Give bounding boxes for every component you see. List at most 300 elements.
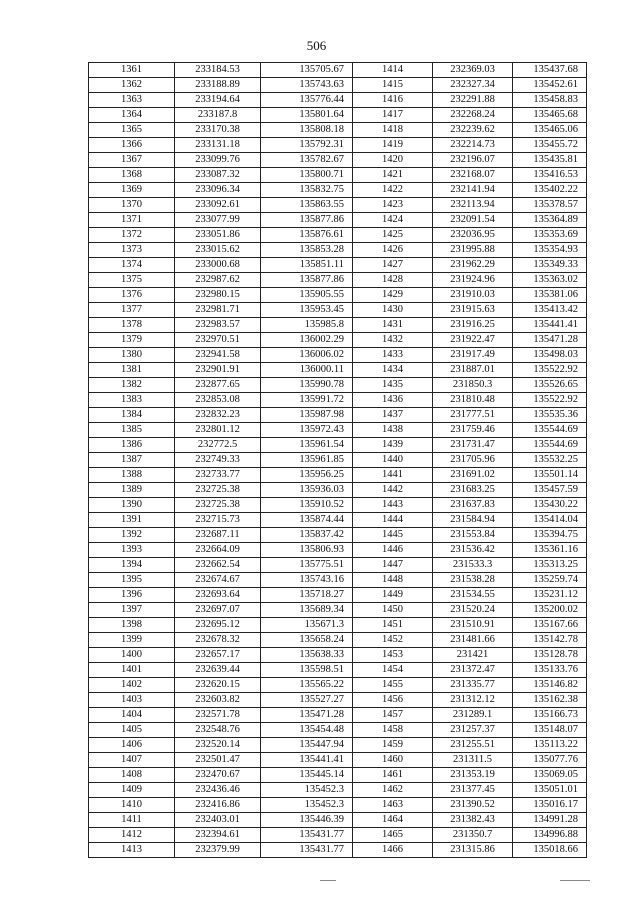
x-coordinate-cell: 232832.23: [175, 408, 261, 423]
point-number-cell: 1381: [89, 363, 175, 378]
table-row: [89, 108, 587, 123]
table-row: [89, 618, 587, 633]
x-coordinate-cell: 232877.65: [175, 378, 261, 393]
table-row: [89, 123, 587, 138]
x-coordinate-cell: 232168.07: [433, 168, 513, 183]
x-coordinate-cell: 231421: [433, 648, 513, 663]
point-number-cell: 1440: [353, 453, 433, 468]
point-number-cell: 1411: [89, 813, 175, 828]
point-number-cell: 1398: [89, 618, 175, 633]
y-coordinate-cell: 135069.05: [513, 768, 587, 783]
x-coordinate-cell: 231510.91: [433, 618, 513, 633]
x-coordinate-cell: 232113.94: [433, 198, 513, 213]
x-coordinate-cell: 231257.37: [433, 723, 513, 738]
point-number-cell: 1388: [89, 468, 175, 483]
point-number-cell: 1379: [89, 333, 175, 348]
y-coordinate-cell: 136000.11: [261, 363, 353, 378]
y-coordinate-cell: 135051.01: [513, 783, 587, 798]
x-coordinate-cell: 232981.71: [175, 303, 261, 318]
x-coordinate-cell: 232603.82: [175, 693, 261, 708]
x-coordinate-cell: 232801.12: [175, 423, 261, 438]
point-number-cell: 1445: [353, 528, 433, 543]
x-coordinate-cell: 231995.88: [433, 243, 513, 258]
y-coordinate-cell: 135441.41: [513, 318, 587, 333]
y-coordinate-cell: 135990.78: [261, 378, 353, 393]
table-row: [89, 723, 587, 738]
table-row: [89, 168, 587, 183]
y-coordinate-cell: 135705.67: [261, 63, 353, 78]
point-number-cell: 1372: [89, 228, 175, 243]
y-coordinate-cell: 135743.63: [261, 78, 353, 93]
point-number-cell: 1453: [353, 648, 433, 663]
table-row: [89, 648, 587, 663]
y-coordinate-cell: 135146.82: [513, 678, 587, 693]
x-coordinate-cell: 232501.47: [175, 753, 261, 768]
y-coordinate-cell: 135808.18: [261, 123, 353, 138]
y-coordinate-cell: 135961.85: [261, 453, 353, 468]
x-coordinate-cell: 232369.03: [433, 63, 513, 78]
point-number-cell: 1399: [89, 633, 175, 648]
point-number-cell: 1386: [89, 438, 175, 453]
y-coordinate-cell: 135527.27: [261, 693, 353, 708]
table-row: [89, 588, 587, 603]
point-number-cell: 1383: [89, 393, 175, 408]
y-coordinate-cell: 135877.86: [261, 213, 353, 228]
point-number-cell: 1402: [89, 678, 175, 693]
x-coordinate-cell: 232214.73: [433, 138, 513, 153]
point-number-cell: 1413: [89, 843, 175, 858]
point-number-cell: 1363: [89, 93, 175, 108]
y-coordinate-cell: 135775.51: [261, 558, 353, 573]
y-coordinate-cell: 135349.33: [513, 258, 587, 273]
x-coordinate-cell: 231777.51: [433, 408, 513, 423]
y-coordinate-cell: 135435.81: [513, 153, 587, 168]
x-coordinate-cell: 233092.61: [175, 198, 261, 213]
x-coordinate-cell: 232470.67: [175, 768, 261, 783]
point-number-cell: 1465: [353, 828, 433, 843]
y-coordinate-cell: 135128.78: [513, 648, 587, 663]
point-number-cell: 1368: [89, 168, 175, 183]
point-number-cell: 1428: [353, 273, 433, 288]
point-number-cell: 1463: [353, 798, 433, 813]
x-coordinate-cell: 232662.54: [175, 558, 261, 573]
x-coordinate-cell: 231731.47: [433, 438, 513, 453]
point-number-cell: 1405: [89, 723, 175, 738]
point-number-cell: 1361: [89, 63, 175, 78]
point-number-cell: 1427: [353, 258, 433, 273]
point-number-cell: 1380: [89, 348, 175, 363]
y-coordinate-cell: 135658.24: [261, 633, 353, 648]
x-coordinate-cell: 232239.62: [433, 123, 513, 138]
x-coordinate-cell: 232141.94: [433, 183, 513, 198]
y-coordinate-cell: 135259.74: [513, 573, 587, 588]
y-coordinate-cell: 135313.25: [513, 558, 587, 573]
x-coordinate-cell: 231887.01: [433, 363, 513, 378]
point-number-cell: 1382: [89, 378, 175, 393]
x-coordinate-cell: 231917.49: [433, 348, 513, 363]
x-coordinate-cell: 232436.46: [175, 783, 261, 798]
point-number-cell: 1370: [89, 198, 175, 213]
x-coordinate-cell: 233131.18: [175, 138, 261, 153]
x-coordinate-cell: 231520.24: [433, 603, 513, 618]
coordinate-table-body: [89, 63, 587, 858]
table-row: [89, 363, 587, 378]
x-coordinate-cell: 232725.38: [175, 498, 261, 513]
x-coordinate-cell: 232733.77: [175, 468, 261, 483]
y-coordinate-cell: 135447.94: [261, 738, 353, 753]
y-coordinate-cell: 135863.55: [261, 198, 353, 213]
y-coordinate-cell: 136002.29: [261, 333, 353, 348]
point-number-cell: 1464: [353, 813, 433, 828]
x-coordinate-cell: 231255.51: [433, 738, 513, 753]
y-coordinate-cell: 135148.07: [513, 723, 587, 738]
y-coordinate-cell: 135458.83: [513, 93, 587, 108]
table-row: [89, 138, 587, 153]
point-number-cell: 1436: [353, 393, 433, 408]
y-coordinate-cell: 135910.52: [261, 498, 353, 513]
point-number-cell: 1373: [89, 243, 175, 258]
y-coordinate-cell: 135452.61: [513, 78, 587, 93]
x-coordinate-cell: 233087.32: [175, 168, 261, 183]
point-number-cell: 1418: [353, 123, 433, 138]
x-coordinate-cell: 233099.76: [175, 153, 261, 168]
x-coordinate-cell: 232853.08: [175, 393, 261, 408]
point-number-cell: 1454: [353, 663, 433, 678]
x-coordinate-cell: 231335.77: [433, 678, 513, 693]
x-coordinate-cell: 231377.45: [433, 783, 513, 798]
x-coordinate-cell: 231353.19: [433, 768, 513, 783]
y-coordinate-cell: 135471.28: [513, 333, 587, 348]
table-row: [89, 258, 587, 273]
point-number-cell: 1419: [353, 138, 433, 153]
table-row: [89, 63, 587, 78]
table-row: [89, 753, 587, 768]
y-coordinate-cell: 135832.75: [261, 183, 353, 198]
point-number-cell: 1421: [353, 168, 433, 183]
table-row: [89, 573, 587, 588]
point-number-cell: 1404: [89, 708, 175, 723]
y-coordinate-cell: 135782.67: [261, 153, 353, 168]
y-coordinate-cell: 135471.28: [261, 708, 353, 723]
y-coordinate-cell: 135363.02: [513, 273, 587, 288]
x-coordinate-cell: 233096.34: [175, 183, 261, 198]
point-number-cell: 1441: [353, 468, 433, 483]
x-coordinate-cell: 233184.53: [175, 63, 261, 78]
table-row: [89, 153, 587, 168]
table-row: [89, 378, 587, 393]
x-coordinate-cell: 232620.15: [175, 678, 261, 693]
point-number-cell: 1390: [89, 498, 175, 513]
x-coordinate-cell: 232657.17: [175, 648, 261, 663]
y-coordinate-cell: 135961.54: [261, 438, 353, 453]
table-row: [89, 483, 587, 498]
point-number-cell: 1444: [353, 513, 433, 528]
x-coordinate-cell: 232678.32: [175, 633, 261, 648]
table-row: [89, 843, 587, 858]
x-coordinate-cell: 232664.09: [175, 543, 261, 558]
x-coordinate-cell: 232196.07: [433, 153, 513, 168]
x-coordinate-cell: 231311.5: [433, 753, 513, 768]
y-coordinate-cell: 135437.68: [513, 63, 587, 78]
y-coordinate-cell: 135565.22: [261, 678, 353, 693]
y-coordinate-cell: 135806.93: [261, 543, 353, 558]
x-coordinate-cell: 231910.03: [433, 288, 513, 303]
x-coordinate-cell: 231533.3: [433, 558, 513, 573]
x-coordinate-cell: 231382.43: [433, 813, 513, 828]
table-row: [89, 453, 587, 468]
x-coordinate-cell: 232379.99: [175, 843, 261, 858]
point-number-cell: 1406: [89, 738, 175, 753]
x-coordinate-cell: 232674.67: [175, 573, 261, 588]
point-number-cell: 1365: [89, 123, 175, 138]
point-number-cell: 1387: [89, 453, 175, 468]
y-coordinate-cell: 135381.06: [513, 288, 587, 303]
y-coordinate-cell: 135544.69: [513, 438, 587, 453]
y-coordinate-cell: 135985.8: [261, 318, 353, 333]
point-number-cell: 1447: [353, 558, 433, 573]
y-coordinate-cell: 135454.48: [261, 723, 353, 738]
x-coordinate-cell: 231536.42: [433, 543, 513, 558]
point-number-cell: 1385: [89, 423, 175, 438]
y-coordinate-cell: 135638.33: [261, 648, 353, 663]
x-coordinate-cell: 231691.02: [433, 468, 513, 483]
point-number-cell: 1448: [353, 573, 433, 588]
x-coordinate-cell: 233051.86: [175, 228, 261, 243]
point-number-cell: 1384: [89, 408, 175, 423]
y-coordinate-cell: 135987.98: [261, 408, 353, 423]
x-coordinate-cell: 231538.28: [433, 573, 513, 588]
x-coordinate-cell: 232394.61: [175, 828, 261, 843]
point-number-cell: 1403: [89, 693, 175, 708]
y-coordinate-cell: 134991.28: [513, 813, 587, 828]
point-number-cell: 1462: [353, 783, 433, 798]
y-coordinate-cell: 135876.61: [261, 228, 353, 243]
point-number-cell: 1446: [353, 543, 433, 558]
y-coordinate-cell: 135544.69: [513, 423, 587, 438]
point-number-cell: 1457: [353, 708, 433, 723]
x-coordinate-cell: 232268.24: [433, 108, 513, 123]
x-coordinate-cell: 231315.86: [433, 843, 513, 858]
x-coordinate-cell: 233170.38: [175, 123, 261, 138]
point-number-cell: 1422: [353, 183, 433, 198]
x-coordinate-cell: 233194.64: [175, 93, 261, 108]
table-row: [89, 228, 587, 243]
x-coordinate-cell: 231637.83: [433, 498, 513, 513]
x-coordinate-cell: 232970.51: [175, 333, 261, 348]
y-coordinate-cell: 135532.25: [513, 453, 587, 468]
point-number-cell: 1450: [353, 603, 433, 618]
point-number-cell: 1415: [353, 78, 433, 93]
x-coordinate-cell: 232980.15: [175, 288, 261, 303]
point-number-cell: 1414: [353, 63, 433, 78]
y-coordinate-cell: 135445.14: [261, 768, 353, 783]
y-coordinate-cell: 135526.65: [513, 378, 587, 393]
y-coordinate-cell: 135354.93: [513, 243, 587, 258]
point-number-cell: 1397: [89, 603, 175, 618]
y-coordinate-cell: 135953.45: [261, 303, 353, 318]
point-number-cell: 1392: [89, 528, 175, 543]
y-coordinate-cell: 135431.77: [261, 843, 353, 858]
y-coordinate-cell: 135142.78: [513, 633, 587, 648]
table-row: [89, 78, 587, 93]
point-number-cell: 1435: [353, 378, 433, 393]
table-row: [89, 408, 587, 423]
y-coordinate-cell: 135936.03: [261, 483, 353, 498]
point-number-cell: 1374: [89, 258, 175, 273]
point-number-cell: 1362: [89, 78, 175, 93]
x-coordinate-cell: 231350.7: [433, 828, 513, 843]
point-number-cell: 1377: [89, 303, 175, 318]
point-number-cell: 1433: [353, 348, 433, 363]
point-number-cell: 1429: [353, 288, 433, 303]
table-row: [89, 693, 587, 708]
point-number-cell: 1416: [353, 93, 433, 108]
point-number-cell: 1376: [89, 288, 175, 303]
y-coordinate-cell: 135430.22: [513, 498, 587, 513]
point-number-cell: 1438: [353, 423, 433, 438]
y-coordinate-cell: 135431.77: [261, 828, 353, 843]
point-number-cell: 1431: [353, 318, 433, 333]
point-number-cell: 1460: [353, 753, 433, 768]
table-row: [89, 768, 587, 783]
table-row: [89, 183, 587, 198]
point-number-cell: 1409: [89, 783, 175, 798]
x-coordinate-cell: 232571.78: [175, 708, 261, 723]
table-row: [89, 468, 587, 483]
y-coordinate-cell: 135792.31: [261, 138, 353, 153]
x-coordinate-cell: 232941.58: [175, 348, 261, 363]
y-coordinate-cell: 135016.17: [513, 798, 587, 813]
point-number-cell: 1455: [353, 678, 433, 693]
x-coordinate-cell: 232987.62: [175, 273, 261, 288]
table-row: [89, 438, 587, 453]
table-row: [89, 663, 587, 678]
point-number-cell: 1461: [353, 768, 433, 783]
x-coordinate-cell: 232687.11: [175, 528, 261, 543]
table-row: [89, 348, 587, 363]
coordinate-table: [88, 62, 587, 858]
point-number-cell: 1410: [89, 798, 175, 813]
table-row: [89, 318, 587, 333]
point-number-cell: 1424: [353, 213, 433, 228]
x-coordinate-cell: 232548.76: [175, 723, 261, 738]
point-number-cell: 1466: [353, 843, 433, 858]
y-coordinate-cell: 135446.39: [261, 813, 353, 828]
y-coordinate-cell: 135905.55: [261, 288, 353, 303]
y-coordinate-cell: 135522.92: [513, 363, 587, 378]
x-coordinate-cell: 233000.68: [175, 258, 261, 273]
y-coordinate-cell: 135402.22: [513, 183, 587, 198]
point-number-cell: 1430: [353, 303, 433, 318]
x-coordinate-cell: 231289.1: [433, 708, 513, 723]
y-coordinate-cell: 135972.43: [261, 423, 353, 438]
x-coordinate-cell: 233015.62: [175, 243, 261, 258]
y-coordinate-cell: 135535.36: [513, 408, 587, 423]
x-coordinate-cell: 231924.96: [433, 273, 513, 288]
point-number-cell: 1394: [89, 558, 175, 573]
table-row: [89, 333, 587, 348]
y-coordinate-cell: 135801.64: [261, 108, 353, 123]
point-number-cell: 1412: [89, 828, 175, 843]
point-number-cell: 1420: [353, 153, 433, 168]
point-number-cell: 1451: [353, 618, 433, 633]
x-coordinate-cell: 232520.14: [175, 738, 261, 753]
point-number-cell: 1458: [353, 723, 433, 738]
point-number-cell: 1378: [89, 318, 175, 333]
y-coordinate-cell: 135077.76: [513, 753, 587, 768]
point-number-cell: 1456: [353, 693, 433, 708]
x-coordinate-cell: 232772.5: [175, 438, 261, 453]
x-coordinate-cell: 231534.55: [433, 588, 513, 603]
x-coordinate-cell: 232695.12: [175, 618, 261, 633]
table-row: [89, 558, 587, 573]
table-row: [89, 393, 587, 408]
point-number-cell: 1364: [89, 108, 175, 123]
point-number-cell: 1366: [89, 138, 175, 153]
x-coordinate-cell: 232291.88: [433, 93, 513, 108]
y-coordinate-cell: 135113.22: [513, 738, 587, 753]
y-coordinate-cell: 135441.41: [261, 753, 353, 768]
x-coordinate-cell: 231584.94: [433, 513, 513, 528]
x-coordinate-cell: 231683.25: [433, 483, 513, 498]
table-row: [89, 708, 587, 723]
table-row: [89, 813, 587, 828]
x-coordinate-cell: 232749.33: [175, 453, 261, 468]
x-coordinate-cell: 232725.38: [175, 483, 261, 498]
point-number-cell: 1407: [89, 753, 175, 768]
table-row: [89, 513, 587, 528]
x-coordinate-cell: 231390.52: [433, 798, 513, 813]
y-coordinate-cell: 135200.02: [513, 603, 587, 618]
point-number-cell: 1459: [353, 738, 433, 753]
y-coordinate-cell: 135874.44: [261, 513, 353, 528]
x-coordinate-cell: 233188.89: [175, 78, 261, 93]
table-row: [89, 498, 587, 513]
y-coordinate-cell: 135166.73: [513, 708, 587, 723]
y-coordinate-cell: 135455.72: [513, 138, 587, 153]
y-coordinate-cell: 135689.34: [261, 603, 353, 618]
x-coordinate-cell: 232416.86: [175, 798, 261, 813]
table-row: [89, 678, 587, 693]
y-coordinate-cell: 135162.38: [513, 693, 587, 708]
point-number-cell: 1426: [353, 243, 433, 258]
x-coordinate-cell: 232639.44: [175, 663, 261, 678]
y-coordinate-cell: 135671.3: [261, 618, 353, 633]
point-number-cell: 1375: [89, 273, 175, 288]
y-coordinate-cell: 135394.75: [513, 528, 587, 543]
table-row: [89, 738, 587, 753]
y-coordinate-cell: 135743.16: [261, 573, 353, 588]
point-number-cell: 1367: [89, 153, 175, 168]
x-coordinate-cell: 231312.12: [433, 693, 513, 708]
point-number-cell: 1396: [89, 588, 175, 603]
page-number: 506: [306, 38, 327, 53]
y-coordinate-cell: 135522.92: [513, 393, 587, 408]
y-coordinate-cell: 135465.68: [513, 108, 587, 123]
point-number-cell: 1389: [89, 483, 175, 498]
x-coordinate-cell: 231850.3: [433, 378, 513, 393]
y-coordinate-cell: 135353.69: [513, 228, 587, 243]
table-row: [89, 828, 587, 843]
table-row: [89, 213, 587, 228]
x-coordinate-cell: 232327.34: [433, 78, 513, 93]
point-number-cell: 1449: [353, 588, 433, 603]
x-coordinate-cell: 231705.96: [433, 453, 513, 468]
point-number-cell: 1439: [353, 438, 433, 453]
point-number-cell: 1369: [89, 183, 175, 198]
footer-mark: [560, 880, 590, 881]
y-coordinate-cell: 135364.89: [513, 213, 587, 228]
